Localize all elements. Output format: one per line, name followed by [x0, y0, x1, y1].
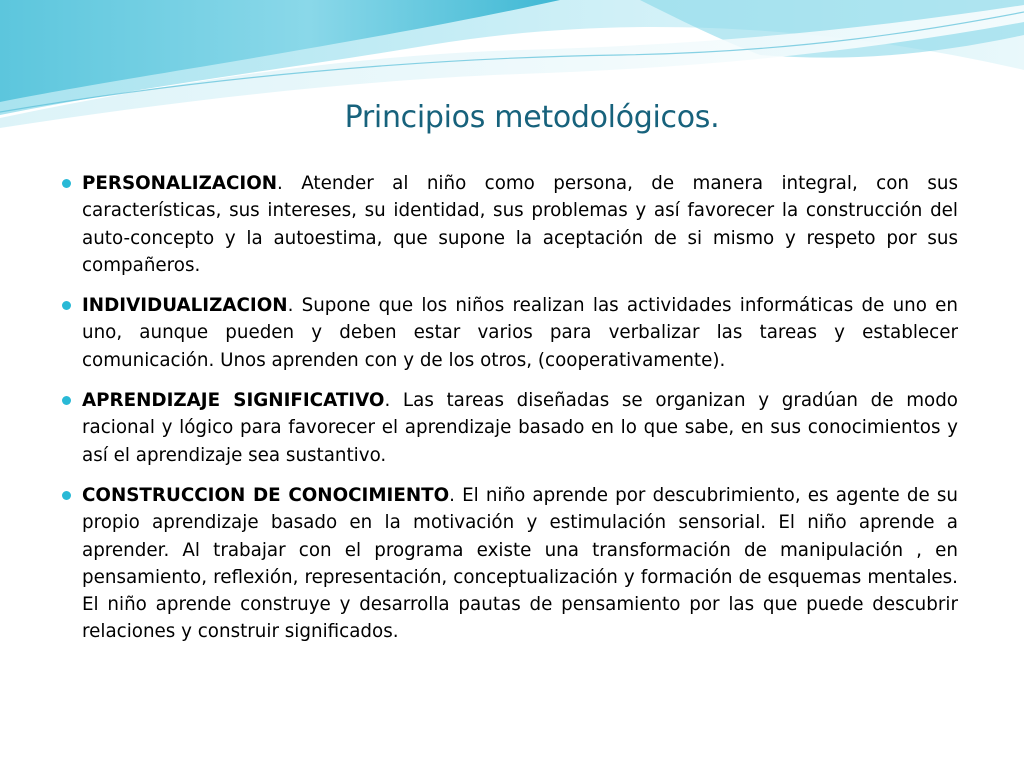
bullet-term: CONSTRUCCION DE CONOCIMIENTO — [82, 484, 450, 506]
bullet-icon — [62, 179, 71, 188]
list-item — [60, 387, 958, 469]
list-item — [60, 170, 958, 279]
bullet-term: APRENDIZAJE SIGNIFICATIVO — [82, 390, 385, 412]
slide-title: Principios metodológicos. — [344, 100, 720, 135]
bullet-icon — [62, 301, 71, 310]
bullet-term: PERSONALIZACION — [82, 173, 278, 194]
bullet-icon — [62, 396, 71, 405]
bullet-text: . Supone que los niños realizan las actividades informáticas de uno en uno, aunque pueden y deben estar varios para verbalizar las tareas y establecer comunicación. Unos aprenden con y de los otros, (cooperativamente). — [82, 295, 958, 371]
bullet-list — [60, 170, 958, 659]
bullet-term: INDIVIDUALIZACION — [82, 295, 288, 317]
list-item — [60, 292, 958, 374]
bullet-icon — [62, 491, 71, 500]
bullet-text: . Las tareas diseñadas se organizan y gradúan de modo racional y lógico para favorecer el aprendizaje basado en lo que sabe, en sus conocimientos y así el aprendizaje sea sustantivo. — [82, 390, 958, 466]
list-item — [60, 482, 958, 646]
bullet-text: . Atender al niño como persona, de manera integral, con sus características, sus intereses, su identidad, sus problemas y así favorecer la construcción del auto-concepto y la autoestima, que supone la aceptación de si mismo y respeto por sus compañeros. — [82, 173, 958, 276]
bullet-text: . El niño aprende por descubrimiento, es agente de su propio aprendizaje basado en la motivación y estimulación sensorial. El niño aprende a aprender. Al trabajar con el programa existe una transformación de manipulación , en pensamiento, reflexión, representación, conceptualización y formación de esquemas mentales. El niño aprende construye y desarrolla pautas de pensamiento por las que puede descubrir relaciones y construir significados. — [82, 484, 958, 643]
